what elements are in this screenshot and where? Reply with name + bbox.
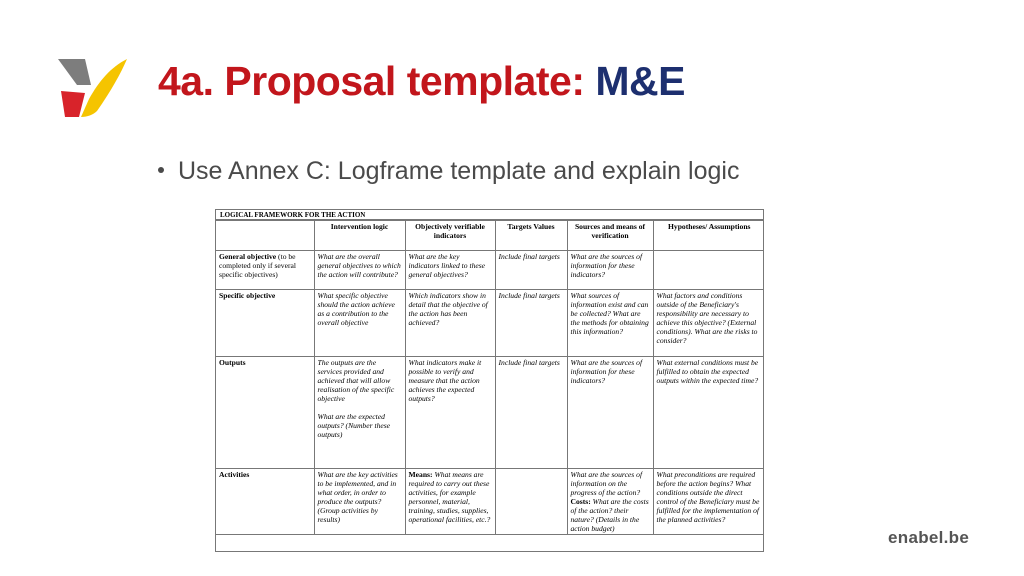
table-cell: What indicators make it possible to verify and measure that the action achieves the expected outputs? [405,357,495,469]
row-label: Specific objective [216,290,314,357]
table-cell: Include final targets [495,251,567,290]
table-cell [314,357,405,469]
table-header-row [216,221,764,251]
logo-yellow-shape [81,59,127,117]
row-label: Activities [216,469,314,535]
table-cell [567,469,653,535]
table-cell [495,469,567,535]
header-cell: Objectively verifiable indicators [405,221,495,251]
table-cell: Which indicators show in detail that the objective of the action has been achieved? [405,290,495,357]
table-cell: What preconditions are required before the action begins? What conditions outside the direct control of the Beneficiary must be fulfilled for the implementation of the planned activities? [653,469,764,535]
title-highlight: M&E [595,58,685,104]
logframe-caption: LOGICAL FRAMEWORK FOR THE ACTION [216,210,763,220]
row-label: Outputs [216,357,314,469]
enabel-logo [55,55,130,120]
table-cell: Include final targets [495,357,567,469]
logframe-table [216,220,764,535]
table-cell: Include final targets [495,290,567,357]
means-label: Means: [408,470,433,479]
table-cell: What are the overall general objectives to which the action will contribute? [314,251,405,290]
header-cell: Intervention logic [314,221,405,251]
footer-url: enabel.be [888,528,970,547]
bullet-text: Use Annex C: Logframe template and explain logic [178,157,740,185]
table-row [216,469,764,535]
table-row [216,251,764,290]
logo-red-shape [61,91,85,117]
header-cell [216,221,314,251]
header-cell: Sources and means of verification [567,221,653,251]
table-cell: What are the key activities to be implemented, and in what order, in order to produce the outputs? (Group activities by results) [314,469,405,535]
table-row [216,290,764,357]
costs-label: Costs: [570,497,591,506]
table-cell: What are the sources of information for these indicators? [567,251,653,290]
cell-text: What are the costs of the action? their nature? (Details in the action budget) [570,497,649,533]
table-cell: What are the key indicators linked to these general objectives? [405,251,495,290]
bullet-dot [158,167,164,173]
cell-text: What are the sources of information on the progress of the action? [570,470,643,497]
logo-gray-shape [58,59,91,85]
table-cell: What sources of information exist and can be collected? What are the methods for obtaining this information? [567,290,653,357]
cell-text: What are the expected outputs? (Number these outputs) [317,412,391,439]
header-cell: Hypotheses/ Assumptions [653,221,764,251]
logframe-table-image [215,209,764,552]
cell-text: What means are required to carry out these activities, for example personnel, material, training, studies, supplies, operational facilities, etc.? [408,470,491,524]
table-cell: What factors and conditions outside of the Beneficiary's responsibility are necessary to achieve this objective? (External conditions). What are the risks to consider? [653,290,764,357]
table-row [216,357,764,469]
row-label: General objective (to be completed only if several specific objectives) [216,251,314,290]
bullet-item [158,157,739,186]
title-main: 4a. Proposal template: [158,58,596,104]
slide-title [158,58,685,105]
header-cell: Targets Values [495,221,567,251]
table-cell: What specific objective should the action achieve as a contribution to the overall objective [314,290,405,357]
table-cell [653,251,764,290]
cell-text: The outputs are the services provided and achieved that will allow realisation of the specific objective [317,358,395,403]
table-cell [405,469,495,535]
table-cell: What are the sources of information for these indicators? [567,357,653,469]
table-cell: What external conditions must be fulfilled to obtain the expected outputs within the expected time? [653,357,764,469]
